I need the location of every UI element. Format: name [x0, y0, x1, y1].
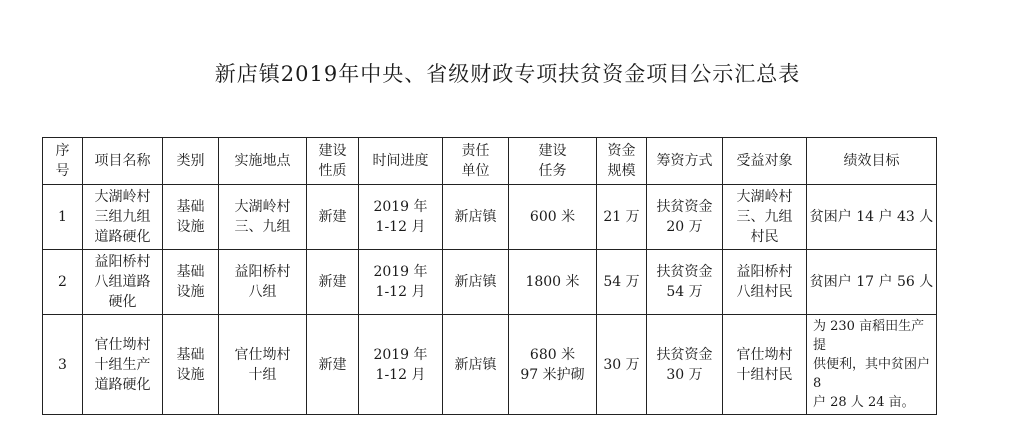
header-location: 实施地点 [219, 138, 307, 185]
cell-no: 3 [43, 315, 83, 415]
cell-fund: 21 万 [597, 185, 647, 250]
header-fund: 资金 规模 [597, 138, 647, 185]
header-unit: 责任 单位 [443, 138, 509, 185]
cell-unit: 新店镇 [443, 315, 509, 415]
header-category: 类别 [163, 138, 219, 185]
cell-task: 680 米 97 米护砌 [509, 315, 597, 415]
header-row [43, 138, 937, 185]
cell-beneficiary: 大湖岭村 三、九组 村民 [723, 185, 807, 250]
cell-category: 基础 设施 [163, 185, 219, 250]
header-financing: 筹资方式 [647, 138, 723, 185]
cell-project-name: 益阳桥村 八组道路 硬化 [83, 250, 163, 315]
summary-table [42, 137, 937, 415]
cell-project-name: 大湖岭村 三组九组 道路硬化 [83, 185, 163, 250]
cell-goal: 贫困户 14 户 43 人 [807, 185, 937, 250]
header-no: 序 号 [43, 138, 83, 185]
cell-nature: 新建 [307, 315, 359, 415]
document-title: 新店镇2019年中央、省级财政专项扶贫资金项目公示汇总表 [214, 62, 801, 86]
cell-task: 600 米 [509, 185, 597, 250]
cell-beneficiary: 官仕坳村 十组村民 [723, 315, 807, 415]
cell-schedule: 2019 年 1-12 月 [359, 315, 443, 415]
cell-schedule: 2019 年 1-12 月 [359, 250, 443, 315]
cell-financing: 扶贫资金 30 万 [647, 315, 723, 415]
header-schedule: 时间进度 [359, 138, 443, 185]
cell-location: 益阳桥村 八组 [219, 250, 307, 315]
header-nature: 建设 性质 [307, 138, 359, 185]
cell-no: 1 [43, 185, 83, 250]
cell-financing: 扶贫资金 54 万 [647, 250, 723, 315]
cell-category: 基础 设施 [163, 315, 219, 415]
cell-category: 基础 设施 [163, 250, 219, 315]
cell-financing: 扶贫资金 20 万 [647, 185, 723, 250]
cell-nature: 新建 [307, 185, 359, 250]
cell-fund: 30 万 [597, 315, 647, 415]
header-project-name: 项目名称 [83, 138, 163, 185]
cell-fund: 54 万 [597, 250, 647, 315]
cell-goal: 为 230 亩稻田生产提 供便利，其中贫困户 8 户 28 人 24 亩。 [807, 315, 937, 415]
header-goal: 绩效目标 [807, 138, 937, 185]
cell-location: 大湖岭村 三、九组 [219, 185, 307, 250]
cell-unit: 新店镇 [443, 250, 509, 315]
header-beneficiary: 受益对象 [723, 138, 807, 185]
cell-schedule: 2019 年 1-12 月 [359, 185, 443, 250]
cell-unit: 新店镇 [443, 185, 509, 250]
header-task: 建设 任务 [509, 138, 597, 185]
cell-beneficiary: 益阳桥村 八组村民 [723, 250, 807, 315]
cell-nature: 新建 [307, 250, 359, 315]
table-row [43, 185, 937, 250]
cell-task: 1800 米 [509, 250, 597, 315]
cell-no: 2 [43, 250, 83, 315]
table-row [43, 315, 937, 415]
cell-goal: 贫困户 17 户 56 人 [807, 250, 937, 315]
cell-project-name: 官仕坳村 十组生产 道路硬化 [83, 315, 163, 415]
cell-location: 官仕坳村 十组 [219, 315, 307, 415]
table-row [43, 250, 937, 315]
